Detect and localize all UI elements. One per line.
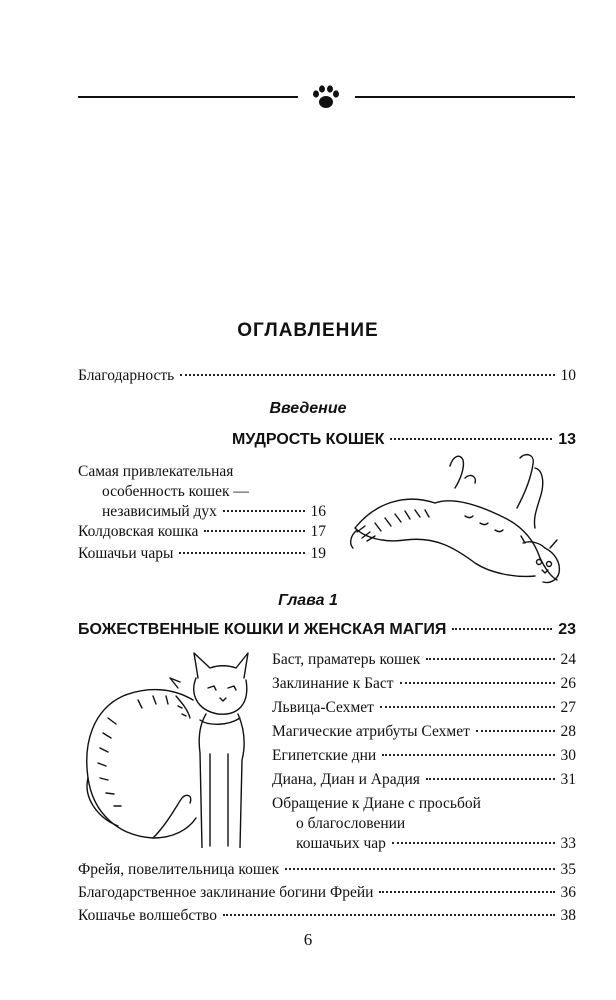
toc-entry-label: Кошачье волшебство — [78, 907, 217, 924]
leader-dots — [179, 552, 304, 554]
leader-dots — [380, 706, 555, 708]
two-cats-illustration — [78, 648, 263, 848]
toc-entry-page: 33 — [560, 835, 576, 852]
toc-entry-appeal-to-diana[interactable] — [272, 794, 576, 854]
toc-title: ОГЛАВЛЕНИЕ — [237, 320, 379, 341]
toc-entry-page: 26 — [560, 675, 576, 692]
toc-entry-line: о благословении — [296, 815, 406, 832]
leader-dots — [379, 891, 554, 893]
page-number: 6 — [303, 930, 313, 949]
toc-entry-independent-spirit[interactable] — [78, 462, 326, 522]
toc-entry-cat-magic[interactable] — [78, 906, 576, 926]
toc-entry-last-line — [272, 834, 576, 854]
toc-entry-page: 31 — [560, 771, 576, 788]
toc-heading-page: 23 — [558, 621, 576, 638]
toc-entry-label: Кошачьи чары — [78, 545, 174, 562]
intro-label: Введение — [269, 400, 347, 417]
paw-print-icon — [310, 84, 342, 110]
lying-cat-illustration — [345, 448, 570, 588]
chapter-1-label: Глава 1 — [278, 592, 338, 609]
leader-dots — [223, 914, 555, 916]
leader-dots — [426, 778, 555, 780]
leader-dots — [285, 868, 554, 870]
header-rule-right — [355, 96, 575, 98]
toc-entry-sekhmet[interactable] — [272, 698, 576, 718]
toc-entry-label: независимый дух — [102, 503, 217, 520]
toc-heading-label: БОЖЕСТВЕННЫЕ КОШКИ И ЖЕНСКАЯ МАГИЯ — [78, 621, 447, 638]
toc-entry-egyptian-days[interactable] — [272, 746, 576, 766]
toc-entry-page: 30 — [560, 747, 576, 764]
toc-heading-page: 13 — [558, 431, 576, 448]
toc-heading-chapter-1[interactable] — [78, 620, 576, 640]
toc-entry-page: 27 — [560, 699, 576, 716]
toc-entry-page: 19 — [310, 545, 326, 562]
toc-entry-bast[interactable] — [272, 650, 576, 670]
toc-entry-line: Самая привлекательная — [78, 463, 234, 480]
leader-dots — [180, 374, 554, 376]
toc-entry-witch-cat[interactable] — [78, 522, 326, 542]
toc-entry-line: Обращение к Диане с просьбой — [272, 795, 481, 812]
toc-entry-diana[interactable] — [272, 770, 576, 790]
toc-entry-label: кошачьих чар — [296, 835, 386, 852]
toc-entry-label: Благодарность — [78, 367, 175, 384]
toc-entry-label: Благодарственное заклинание богини Фрейи — [78, 884, 374, 901]
toc-entry-page: 38 — [560, 907, 576, 924]
toc-entry-sekhmet-attributes[interactable] — [272, 722, 576, 742]
toc-heading-intro[interactable] — [232, 430, 576, 450]
toc-entry-freya-spell[interactable] — [78, 883, 576, 903]
toc-entry-freya[interactable] — [78, 860, 576, 880]
toc-entry-page: 28 — [560, 723, 576, 740]
toc-entry-label: Фрейя, повелительница кошек — [78, 861, 280, 878]
leader-dots — [400, 682, 555, 684]
toc-entry-label: Заклинание к Баст — [272, 675, 394, 692]
toc-heading-label: МУДРОСТЬ КОШЕК — [232, 431, 385, 448]
toc-entry-label: Магические атрибуты Сехмет — [272, 723, 470, 740]
toc-entry-page: 17 — [310, 523, 326, 540]
leader-dots — [476, 730, 555, 732]
toc-entry-page: 35 — [560, 861, 576, 878]
toc-entry-acknowledgments[interactable] — [78, 366, 576, 386]
toc-entry-label: Баст, праматерь кошек — [272, 651, 421, 668]
toc-entry-page: 10 — [560, 367, 576, 384]
toc-entry-label: Колдовская кошка — [78, 523, 199, 540]
leader-dots — [426, 658, 554, 660]
toc-entry-label: Львица-Сехмет — [272, 699, 374, 716]
toc-entry-page: 36 — [560, 884, 576, 901]
toc-entry-line: особенность кошек — — [102, 483, 249, 500]
toc-entry-label: Диана, Диан и Арадия — [272, 771, 420, 788]
toc-entry-cat-charms[interactable] — [78, 544, 326, 564]
leader-dots — [223, 510, 305, 512]
header-rule-left — [78, 96, 298, 98]
leader-dots — [390, 438, 552, 440]
toc-entry-page: 16 — [310, 503, 326, 520]
leader-dots — [382, 754, 554, 756]
toc-entry-spell-to-bast[interactable] — [272, 674, 576, 694]
toc-entry-page: 24 — [560, 651, 576, 668]
toc-entry-label: Египетские дни — [272, 747, 377, 764]
leader-dots — [452, 628, 552, 630]
leader-dots — [392, 842, 555, 844]
toc-entry-last-line — [78, 502, 326, 522]
leader-dots — [204, 530, 304, 532]
